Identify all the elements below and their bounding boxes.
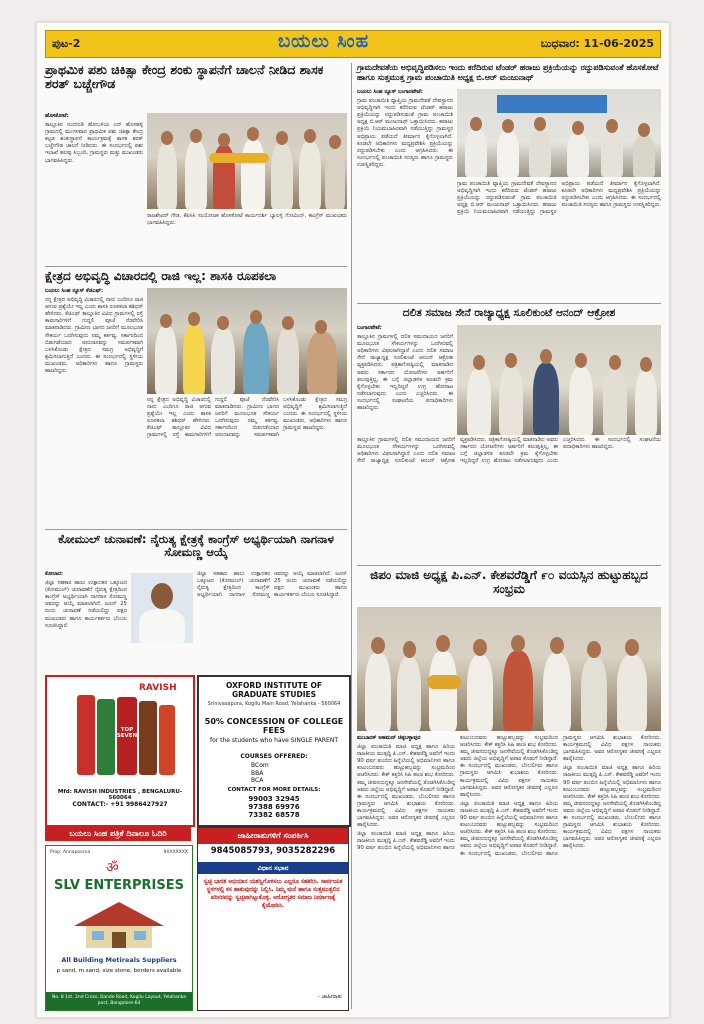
- column-divider: [351, 63, 352, 1009]
- story6-body: [357, 735, 661, 1009]
- slv-prop-right: 9XXXXXXX: [163, 850, 188, 855]
- notice-body: ಸ್ವಚ್ಛ ಭಾರತ ಅಭಿಯಾನ ಯಶಸ್ವಿಗೊಳಿಸಲು ಎಲ್ಲರೂ ಸಹಕರಿಸಿ. ಸಾರ್ವಜನಿಕ ಸ್ಥಳಗಳಲ್ಲಿ ಕಸ ಹಾಕುವುದನ್ನು ನಿಲ್ಲಿಸಿ. ನಿಮ್ಮ ಮನೆ ಹಾಗೂ ಸುತ್ತಮುತ್ತಲಿನ ಪರಿಸರವನ್ನು ಸ್ವಚ್ಛವಾಗಿಟ್ಟುಕೊಳ್ಳಿ. ಆರೋಗ್ಯಕರ ಸಮಾಜ ನಿರ್ಮಾಣಕ್ಕೆ ಕೈಜೋಡಿಸಿ.: [203, 879, 343, 909]
- story1-text: ತಾಲ್ಲೂಕಿನ ನಂದಗುಡಿ ಹೋಬಳಿಯ ಎನ್ ಹೊಸಹಳ್ಳಿ ಗ್ರಾಮದಲ್ಲಿ ಮಂಗಳವಾರ ಪ್ರಾಥಮಿಕ ಪಶು ಚಿಕಿತ್ಸಾ ಕೇಂದ್ರ ಕಟ್ಟಡ ಶಂಕುಸ್ಥಾಪನೆ ಕಾರ್ಯಕ್ರಮಕ್ಕೆ ಶಾಸಕ ಶರತ್ ಬಚ್ಚೇಗೌಡ ಚಾಲನೆ ನೀಡಿದರು. ಈ ಸಂದರ್ಭದಲ್ಲಿ ಪಶು ಇಲಾಖೆ ಹಲವು ಸಿಬ್ಬಂದಿ, ಗ್ರಾಮಸ್ಥರು ಮತ್ತು ಮುಖಂಡರು ಭಾಗವಹಿಸಿದ್ದರು.: [45, 122, 143, 164]
- slv-prop-left: Prop: Annapoorna: [50, 850, 91, 855]
- story5-body: [45, 571, 127, 671]
- phone-number: 97388 69976: [248, 803, 300, 811]
- oxford-offer: 50% CONCESSION OF COLLEGE FEES: [204, 717, 344, 735]
- story6-photo: [357, 607, 661, 731]
- story6-byline: ಮುಬಾರಕ್ ಅಹಮದ್ ಚಿಕ್ಕಬಳ್ಳಾಪುರ: [357, 735, 421, 741]
- course-item: BCA: [251, 777, 264, 784]
- story3-headline: ಗ್ರಾಮದೇವತೆಯ ಅಭಿವೃದ್ಧಿಪಡಿಸಲು ಇಂದು ಕರೆದಿರುವ ಟೆಂಡರ್ ಹರಾಜು ಪ್ರಕ್ರಿಯೆಯನ್ನು ರದ್ದುಪಡಿಸುವಂತೆ ಹೊಸಕೋಟೆ ಹಾಗೂ ಸುತ್ತಮುತ್ತ ಗ್ರಾಮ ಪಂಚಾಯಿತಿ ಅಧ್ಯಕ್ಷ ಬಿ.ಆರ್ ಮಂಜುನಾಥ್: [357, 63, 659, 82]
- story4-headline: ದಲಿತ ಸಮಾಜ ಸೇನೆ ರಾಜ್ಯಾಧ್ಯಕ್ಷ ಸೂಲಿಕುಂಟೆ ಆನಂದ್ ಆಕ್ರೋಶ: [402, 307, 616, 319]
- phone-number: 73382 68578: [248, 811, 300, 819]
- paper-banner: ಬಯಲು ಸಿಂಹ ಪತ್ರಿಕೆ ದಿನಾಲೂ ಓದಿರಿ: [45, 827, 191, 841]
- story2-photo: [147, 288, 347, 394]
- story4-body: [357, 325, 453, 435]
- story3-body: [357, 89, 453, 299]
- phone-number: 99003 32945: [248, 795, 300, 803]
- story6-text-continued: ಜಿಲ್ಲಾ ಪಂಚಾಯಿತಿ ಮಾಜಿ ಅಧ್ಯಕ್ಷ ಹಾಗೂ ಹಿರಿಯ ರಾಜಕೀಯ ಮುತ್ಸದ್ದಿ ಪಿ.ಎನ್. ಕೇಶವರೆಡ್ಡಿ ಅವರಿಗೆ ಇಂದು 90 ವರ್ಷ ತುಂಬಿದ ಹಿನ್ನೆಲೆಯಲ್ಲಿ ಅಭಿಮಾನಿಗಳು ಹಾಗೂ ಕುಟುಂಬದವರು ಹುಟ್ಟುಹಬ್ಬವನ್ನು ಸಂಭ್ರಮದಿಂದ ಆಚರಿಸಿದರು. ಕೇಕ್ ಕತ್ತರಿಸಿ ಸಿಹಿ ಹಂಚಿ ಶುಭ ಕೋರಿದರು. ತಮ್ಮ ಜೀವನದುದ್ದಕ್ಕೂ ಜನಸೇವೆಯಲ್ಲಿ ತೊಡಗಿಸಿಕೊಂಡಿದ್ದ ಅವರು ಜಿಲ್ಲೆಯ ಅಭಿವೃದ್ಧಿಗೆ ಅಪಾರ ಕೊಡುಗೆ ನೀಡಿದ್ದಾರೆ. ಈ ಸಂದರ್ಭದಲ್ಲಿ ಮುಖಂಡರು, ಬೆಂಬಲಿಗರು ಹಾಗೂ ಗ್ರಾಮಸ್ಥರು ಆಗಮಿಸಿ ಶುಭಾಶಯ ಕೋರಿದರು. ಕಾರ್ಯಕ್ರಮದಲ್ಲಿ ವಿವಿಧ ಪಕ್ಷಗಳ ನಾಯಕರು ಭಾಗವಹಿಸಿದ್ದರು. ಅವರ ಆರೋಗ್ಯಕರ ಜೀವನಕ್ಕೆ ಎಲ್ಲರೂ ಹಾರೈಸಿದರು.: [357, 735, 558, 852]
- newspaper-title: ಬಯಲು ಸಿಂಹ: [278, 31, 370, 52]
- course-item: BCom: [251, 762, 269, 769]
- notice-footer: - ಜಾಹೀರಾತು: [317, 994, 342, 1000]
- story3-text: ಗ್ರಾಮ ಪಂಚಾಯಿತಿ ವ್ಯಾಪ್ತಿಯ ಗ್ರಾಮದೇವತೆ ದೇವಸ್ಥಾನದ ಅಭಿವೃದ್ಧಿಗಾಗಿ ಇಂದು ಕರೆದಿರುವ ಟೆಂಡರ್ ಹರಾಜು ಪ್ರಕ್ರಿಯೆಯನ್ನು ರದ್ದುಪಡಿಸುವಂತೆ ಗ್ರಾಮ ಪಂಚಾಯಿತಿ ಅಧ್ಯಕ್ಷ ಬಿ.ಆರ್ ಮಂಜುನಾಥ್ ಒತ್ತಾಯಿಸಿದರು. ಹರಾಜು ಪ್ರಕ್ರಿಯೆ ನಿಯಮಬಾಹಿರವಾಗಿ ನಡೆಯುತ್ತಿದ್ದು ಗ್ರಾಮಸ್ಥರ ಅಭಿಪ್ರಾಯ ಪಡೆಯದೆ ತೀರ್ಮಾನ ಕೈಗೊಳ್ಳಲಾಗಿದೆ. ಕೂಡಲೇ ಅಧಿಕಾರಿಗಳು ಮಧ್ಯಪ್ರವೇಶಿಸಿ ಪ್ರಕ್ರಿಯೆಯನ್ನು ರದ್ದುಪಡಿಸಬೇಕು ಎಂದು ಆಗ್ರಹಿಸಿದರು. ಈ ಸಂದರ್ಭದಲ್ಲಿ ಪಂಚಾಯಿತಿ ಸದಸ್ಯರು ಹಾಗೂ ಗ್ರಾಮಸ್ಥರು ಉಪಸ್ಥಿತರಿದ್ದರು.: [357, 98, 453, 168]
- story4-photo: [457, 325, 661, 435]
- newspaper-page: [36, 22, 670, 1018]
- slv-advertisement: [45, 845, 193, 1011]
- story4-byline: ಬಂಗಾರಪೇಟೆ:: [357, 325, 382, 331]
- story4-continued: ತಾಲ್ಲೂಕಿನ ಗ್ರಾಮಗಳಲ್ಲಿ ದಲಿತ ಸಮುದಾಯದ ಜನರಿಗೆ ಮೂಲಭೂತ ಸೌಕರ್ಯಗಳನ್ನು ಒದಗಿಸುವಲ್ಲಿ ಅಧಿಕಾರಿಗಳು ವಿಫಲರಾಗಿದ್ದಾರೆ ಎಂದು ದಲಿತ ಸಮಾಜ ಸೇನೆ ರಾಜ್ಯಾಧ್ಯಕ್ಷ ಸೂಲಿಕುಂಟೆ ಆನಂದ್ ಆಕ್ರೋಶ ವ್ಯಕ್ತಪಡಿಸಿದರು. ಪತ್ರಿಕಾಗೋಷ್ಠಿಯಲ್ಲಿ ಮಾತನಾಡಿದ ಅವರು ಸರ್ಕಾರದ ಯೋಜನೆಗಳು ಅರ್ಹರಿಗೆ ತಲುಪುತ್ತಿಲ್ಲ, ಈ ಬಗ್ಗೆ ಜಿಲ್ಲಾಡಳಿತ ಕೂಡಲೇ ಕ್ರಮ ಕೈಗೊಳ್ಳಬೇಕು ಇಲ್ಲದಿದ್ದರೆ ಉಗ್ರ ಹೋರಾಟ ನಡೆಸಲಾಗುವುದು ಎಂದು ಎಚ್ಚರಿಸಿದರು. ಈ ಸಂದರ್ಭದಲ್ಲಿ ಸಂಘಟನೆಯ ಪದಾಧಿಕಾರಿಗಳು ಹಾಜರಿದ್ದರು.: [357, 437, 661, 465]
- story1-photo: [147, 113, 347, 209]
- masthead: [45, 30, 661, 58]
- oxford-courses-label: COURSES OFFERED:: [240, 753, 308, 760]
- oxford-courses: [251, 762, 269, 785]
- issue-date: ಬುಧವಾರ: 11-06-2025: [540, 37, 654, 50]
- story1-body: [45, 113, 143, 263]
- story1-headline: ಪ್ರಾಥಮಿಕ ಪಶು ಚಿಕಿತ್ಸಾ ಕೇಂದ್ರ ಶಂಕು ಸ್ಥಾಪನೆಗೆ ಚಾಲನೆ ನೀಡಿದ ಶಾಸಕ ಶರತ್ ಬಚ್ಚೇಗೌಡ: [45, 62, 324, 92]
- story3-continued: ಗ್ರಾಮ ಪಂಚಾಯಿತಿ ವ್ಯಾಪ್ತಿಯ ಗ್ರಾಮದೇವತೆ ದೇವಸ್ಥಾನದ ಅಭಿವೃದ್ಧಿಗಾಗಿ ಇಂದು ಕರೆದಿರುವ ಟೆಂಡರ್ ಹರಾಜು ಪ್ರಕ್ರಿಯೆಯನ್ನು ರದ್ದುಪಡಿಸುವಂತೆ ಗ್ರಾಮ ಪಂಚಾಯಿತಿ ಅಧ್ಯಕ್ಷ ಬಿ.ಆರ್ ಮಂಜುನಾಥ್ ಒತ್ತಾಯಿಸಿದರು. ಹರಾಜು ಪ್ರಕ್ರಿಯೆ ನಿಯಮಬಾಹಿರವಾಗಿ ನಡೆಯುತ್ತಿದ್ದು ಗ್ರಾಮಸ್ಥರ ಅಭಿಪ್ರಾಯ ಪಡೆಯದೆ ತೀರ್ಮಾನ ಕೈಗೊಳ್ಳಲಾಗಿದೆ. ಕೂಡಲೇ ಅಧಿಕಾರಿಗಳು ಮಧ್ಯಪ್ರವೇಶಿಸಿ ಪ್ರಕ್ರಿಯೆಯನ್ನು ರದ್ದುಪಡಿಸಬೇಕು ಎಂದು ಆಗ್ರಹಿಸಿದರು. ಈ ಸಂದರ್ಭದಲ್ಲಿ ಪಂಚಾಯಿತಿ ಸದಸ್ಯರು ಹಾಗೂ ಗ್ರಾಮಸ್ಥರು ಉಪಸ್ಥಿತರಿದ್ದರು.: [457, 181, 661, 216]
- separator: [45, 529, 347, 530]
- notice-title: ವಿಧಾನ ಸಭಾವ: [198, 862, 348, 874]
- slv-address: No. 8 1st. 2nd Cross, Bande Road, Kogilu Layout, Yelahanka post, Bangalore-64: [46, 992, 192, 1010]
- ravish-mfd: Mfd: RAVISH INDUSTRIES , BENGALURU-560064: [57, 789, 183, 801]
- story6-text-continued: ಜಿಲ್ಲಾ ಪಂಚಾಯಿತಿ ಮಾಜಿ ಅಧ್ಯಕ್ಷ ಹಾಗೂ ಹಿರಿಯ ರಾಜಕೀಯ ಮುತ್ಸದ್ದಿ ಪಿ.ಎನ್. ಕೇಶವರೆಡ್ಡಿ ಅವರಿಗೆ ಇಂದು 90 ವರ್ಷ ತುಂಬಿದ ಹಿನ್ನೆಲೆಯಲ್ಲಿ ಅಭಿಮಾನಿಗಳು ಹಾಗೂ ಕುಟುಂಬದವರು ಹುಟ್ಟುಹಬ್ಬವನ್ನು ಸಂಭ್ರಮದಿಂದ ಆಚರಿಸಿದರು. ಕೇಕ್ ಕತ್ತರಿಸಿ ಸಿಹಿ ಹಂಚಿ ಶುಭ ಕೋರಿದರು. ತಮ್ಮ ಜೀವನದುದ್ದಕ್ಕೂ ಜನಸೇವೆಯಲ್ಲಿ ತೊಡಗಿಸಿಕೊಂಡಿದ್ದ ಅವರು ಜಿಲ್ಲೆಯ ಅಭಿವೃದ್ಧಿಗೆ ಅಪಾರ ಕೊಡುಗೆ ನೀಡಿದ್ದಾರೆ. ಈ ಸಂದರ್ಭದಲ್ಲಿ ಮುಖಂಡರು, ಬೆಂಬಲಿಗರು ಹಾಗೂ ಗ್ರಾಮಸ್ಥರು ಆಗಮಿಸಿ ಶುಭಾಶಯ ಕೋರಿದರು. ಕಾರ್ಯಕ್ರಮದಲ್ಲಿ ವಿವಿಧ ಪಕ್ಷಗಳ ನಾಯಕರು ಭಾಗವಹಿಸಿದ್ದರು. ಅವರ ಆರೋಗ್ಯಕರ ಜೀವನಕ್ಕೆ ಎಲ್ಲರೂ ಹಾರೈಸಿದರು.: [563, 765, 661, 850]
- oxford-address: Srinivasapura, Kogilu Main Road, Yelahanka - 560064: [207, 701, 341, 707]
- classified-phone: 9845085793, 9035282296: [210, 846, 336, 856]
- oxford-contact-label: CONTACT FOR MORE DETAILS:: [227, 787, 321, 793]
- story3-photo: [457, 89, 661, 177]
- page-number: ಪುಟ-2: [52, 37, 81, 50]
- story1-caption: ರಾಜಶೇಖರ್ ಗೌಡ, ಕೆಪಿಸಿಸಿ ಸಂಯೋಜಕ ಹೊಸಕೋಟೆ ಕಾರ್ಯದರ್ಶಿ ಬ್ಯಾಲಳ್ಳಿ ಗೋವಿಂದ್, ಕಾಂಗ್ರೆಸ್ ಮುಖಂಡರು ಭಾಗವಹಿಸಿದ್ದರು.: [147, 213, 347, 227]
- story5-portrait: [131, 573, 193, 643]
- story5-continued: ಜಿಲ್ಲಾ ಸಹಕಾರ ಹಾಲು ಉತ್ಪಾದಕರ ಒಕ್ಕೂಟದ (ಕೋಮುಲ್) ಚುನಾವಣೆಗೆ ನೈರುತ್ಯ ಕ್ಷೇತ್ರದಿಂದ ಕಾಂಗ್ರೆಸ್ ಅಭ್ಯರ್ಥಿಯಾಗಿ ನಾಗನಾಳ ಸೋಮಣ್ಣ ಅವರನ್ನು ಆಯ್ಕೆ ಮಾಡಲಾಗಿದೆ. ಜೂನ್ 25 ರಂದು ಚುನಾವಣೆ ನಡೆಯಲಿದ್ದು ಪಕ್ಷದ ಮುಖಂಡರು ಹಾಗೂ ಕಾರ್ಯಕರ್ತರು ಬೆಂಬಲ ಸೂಚಿಸಿದ್ದಾರೆ.: [197, 571, 347, 599]
- story6-text-continued: ಜಿಲ್ಲಾ ಪಂಚಾಯಿತಿ ಮಾಜಿ ಅಧ್ಯಕ್ಷ ಹಾಗೂ ಹಿರಿಯ ರಾಜಕೀಯ ಮುತ್ಸದ್ದಿ ಪಿ.ಎನ್. ಕೇಶವರೆಡ್ಡಿ ಅವರಿಗೆ ಇಂದು 90 ವರ್ಷ ತುಂಬಿದ ಹಿನ್ನೆಲೆಯಲ್ಲಿ ಅಭಿಮಾನಿಗಳು ಹಾಗೂ ಕುಟುಂಬದವರು ಹುಟ್ಟುಹಬ್ಬವನ್ನು ಸಂಭ್ರಮದಿಂದ ಆಚರಿಸಿದರು. ಕೇಕ್ ಕತ್ತರಿಸಿ ಸಿಹಿ ಹಂಚಿ ಶುಭ ಕೋರಿದರು. ತಮ್ಮ ಜೀವನದುದ್ದಕ್ಕೂ ಜನಸೇವೆಯಲ್ಲಿ ತೊಡಗಿಸಿಕೊಂಡಿದ್ದ ಅವರು ಜಿಲ್ಲೆಯ ಅಭಿವೃದ್ಧಿಗೆ ಅಪಾರ ಕೊಡುಗೆ ನೀಡಿದ್ದಾರೆ. ಈ ಸಂದರ್ಭದಲ್ಲಿ ಮುಖಂಡರು, ಬೆಂಬಲಿಗರು ಹಾಗೂ ಗ್ರಾಮಸ್ಥರು ಆಗಮಿಸಿ ಶುಭಾಶಯ ಕೋರಿದರು. ಕಾರ್ಯಕ್ರಮದಲ್ಲಿ ವಿವಿಧ ಪಕ್ಷಗಳ ನಾಯಕರು ಭಾಗವಹಿಸಿದ್ದರು. ಅವರ ಆರೋಗ್ಯಕರ ಜೀವನಕ್ಕೆ ಎಲ್ಲರೂ ಹಾರೈಸಿದರು.: [460, 735, 661, 857]
- story2-headline: ಕ್ಷೇತ್ರದ ಅಭಿವೃದ್ಧಿ ವಿಚಾರದಲ್ಲಿ ರಾಜಿ ಇಲ್ಲ: ಶಾಸಕಿ ರೂಪಕಲಾ: [45, 269, 277, 283]
- story4-text: ತಾಲ್ಲೂಕಿನ ಗ್ರಾಮಗಳಲ್ಲಿ ದಲಿತ ಸಮುದಾಯದ ಜನರಿಗೆ ಮೂಲಭೂತ ಸೌಕರ್ಯಗಳನ್ನು ಒದಗಿಸುವಲ್ಲಿ ಅಧಿಕಾರಿಗಳು ವಿಫಲರಾಗಿದ್ದಾರೆ ಎಂದು ದಲಿತ ಸಮಾಜ ಸೇನೆ ರಾಜ್ಯಾಧ್ಯಕ್ಷ ಸೂಲಿಕುಂಟೆ ಆನಂದ್ ಆಕ್ರೋಶ ವ್ಯಕ್ತಪಡಿಸಿದರು. ಪತ್ರಿಕಾಗೋಷ್ಠಿಯಲ್ಲಿ ಮಾತನಾಡಿದ ಅವರು ಸರ್ಕಾರದ ಯೋಜನೆಗಳು ಅರ್ಹರಿಗೆ ತಲುಪುತ್ತಿಲ್ಲ, ಈ ಬಗ್ಗೆ ಜಿಲ್ಲಾಡಳಿತ ಕೂಡಲೇ ಕ್ರಮ ಕೈಗೊಳ್ಳಬೇಕು ಇಲ್ಲದಿದ್ದರೆ ಉಗ್ರ ಹೋರಾಟ ನಡೆಸಲಾಗುವುದು ಎಂದು ಎಚ್ಚರಿಸಿದರು. ಈ ಸಂದರ್ಭದಲ್ಲಿ ಸಂಘಟನೆಯ ಪದಾಧಿಕಾರಿಗಳು ಹಾಜರಿದ್ದರು.: [357, 334, 453, 412]
- separator: [357, 303, 661, 304]
- story1-byline: ಹೊಸಕೋಟೆ:: [45, 113, 69, 119]
- classified-header: ಜಾಹೀರಾತುಗಳಿಗೆ ಸಂಪರ್ಕಿಸಿ: [198, 828, 348, 844]
- separator: [357, 565, 661, 566]
- oxford-phones: [203, 795, 345, 819]
- ravish-contact: CONTACT:- +91 9986427927: [72, 801, 168, 808]
- story3-byline: ಬಯಲು ಸಿಂಹ ನ್ಯೂಸ್ ಬಂಗಾರಪೇಟೆ:: [357, 89, 423, 95]
- ravish-brand: RAVISH: [139, 683, 177, 693]
- story5-text: ಜಿಲ್ಲಾ ಸಹಕಾರ ಹಾಲು ಉತ್ಪಾದಕರ ಒಕ್ಕೂಟದ (ಕೋಮುಲ್) ಚುನಾವಣೆಗೆ ನೈರುತ್ಯ ಕ್ಷೇತ್ರದಿಂದ ಕಾಂಗ್ರೆಸ್ ಅಭ್ಯರ್ಥಿಯಾಗಿ ನಾಗನಾಳ ಸೋಮಣ್ಣ ಅವರನ್ನು ಆಯ್ಕೆ ಮಾಡಲಾಗಿದೆ. ಜೂನ್ 25 ರಂದು ಚುನಾವಣೆ ನಡೆಯಲಿದ್ದು ಪಕ್ಷದ ಮುಖಂಡರು ಹಾಗೂ ಕಾರ್ಯಕರ್ತರು ಬೆಂಬಲ ಸೂಚಿಸಿದ್ದಾರೆ.: [45, 580, 127, 629]
- house-icon: [64, 898, 174, 950]
- om-icon: ॐ: [106, 860, 119, 876]
- story2-text: ನನ್ನ ಕ್ಷೇತ್ರದ ಅಭಿವೃದ್ಧಿ ವಿಚಾರದಲ್ಲಿ ನಾನು ಎಂದಿಗೂ ರಾಜಿ ಆಗುವ ಪ್ರಶ್ನೆಯೇ ಇಲ್ಲ ಎಂದು ಶಾಸಕಿ ರೂಪಕಲಾ ಶಶಿಧರ್ ಹೇಳಿದರು. ಕೆಜಿಎಫ್ ತಾಲ್ಲೂಕಿನ ವಿವಿಧ ಗ್ರಾಮಗಳಲ್ಲಿ ರಸ್ತೆ ಕಾಮಗಾರಿಗಳಿಗೆ ಗುದ್ದಲಿ ಪೂಜೆ ನೆರವೇರಿಸಿ ಮಾತನಾಡಿದರು. ಗ್ರಾಮೀಣ ಭಾಗದ ಜನರಿಗೆ ಮೂಲಭೂತ ಸೌಕರ್ಯ ಒದಗಿಸುವುದು ನಮ್ಮ ಕರ್ತವ್ಯ. ಸರ್ಕಾರದಿಂದ ಬಿಡುಗಡೆಯಾದ ಅನುದಾನವನ್ನು ಸಮರ್ಪಕವಾಗಿ ಬಳಸಿಕೊಂಡು ಕ್ಷೇತ್ರದ ಸಮಗ್ರ ಅಭಿವೃದ್ಧಿಗೆ ಶ್ರಮಿಸಲಾಗುತ್ತಿದೆ ಎಂದರು. ಈ ಸಂದರ್ಭದಲ್ಲಿ ಸ್ಥಳೀಯ ಮುಖಂಡರು, ಅಧಿಕಾರಿಗಳು ಹಾಗೂ ಗ್ರಾಮಸ್ಥರು ಹಾಜರಿದ್ದರು.: [45, 297, 143, 375]
- story2-body: [45, 288, 143, 526]
- separator: [45, 266, 347, 267]
- classified-advertisement: [197, 827, 349, 1011]
- course-item: BBA: [251, 769, 264, 777]
- story2-continued: ನನ್ನ ಕ್ಷೇತ್ರದ ಅಭಿವೃದ್ಧಿ ವಿಚಾರದಲ್ಲಿ ನಾನು ಎಂದಿಗೂ ರಾಜಿ ಆಗುವ ಪ್ರಶ್ನೆಯೇ ಇಲ್ಲ ಎಂದು ಶಾಸಕಿ ರೂಪಕಲಾ ಶಶಿಧರ್ ಹೇಳಿದರು. ಕೆಜಿಎಫ್ ತಾಲ್ಲೂಕಿನ ವಿವಿಧ ಗ್ರಾಮಗಳಲ್ಲಿ ರಸ್ತೆ ಕಾಮಗಾರಿಗಳಿಗೆ ಗುದ್ದಲಿ ಪೂಜೆ ನೆರವೇರಿಸಿ ಮಾತನಾಡಿದರು. ಗ್ರಾಮೀಣ ಭಾಗದ ಜನರಿಗೆ ಮೂಲಭೂತ ಸೌಕರ್ಯ ಒದಗಿಸುವುದು ನಮ್ಮ ಕರ್ತವ್ಯ. ಸರ್ಕಾರದಿಂದ ಬಿಡುಗಡೆಯಾದ ಅನುದಾನವನ್ನು ಸಮರ್ಪಕವಾಗಿ ಬಳಸಿಕೊಂಡು ಕ್ಷೇತ್ರದ ಸಮಗ್ರ ಅಭಿವೃದ್ಧಿಗೆ ಶ್ರಮಿಸಲಾಗುತ್ತಿದೆ ಎಂದರು. ಈ ಸಂದರ್ಭದಲ್ಲಿ ಸ್ಥಳೀಯ ಮುಖಂಡರು, ಅಧಿಕಾರಿಗಳು ಹಾಗೂ ಗ್ರಾಮಸ್ಥರು ಹಾಜರಿದ್ದರು.: [147, 397, 347, 439]
- oxford-advertisement: [197, 675, 351, 827]
- oxford-title: OXFORD INSTITUTE OF GRADUATE STUDIES: [226, 681, 322, 699]
- slv-name: SLV ENTERPRISES: [54, 878, 184, 893]
- slv-items: p sand, m sand, size stone, borders available: [56, 968, 182, 974]
- ravish-product: TOP SEVEN: [116, 727, 138, 739]
- story2-byline: ಬಯಲು ಸಿಂಹ ನ್ಯೂಸ್ ಕೆಜಿಎಫ್:: [45, 288, 104, 294]
- story6-headline: ಜಿಪಂ ಮಾಜಿ ಅಧ್ಯಕ್ಷ ಪಿ.ಎನ್. ಕೇಶವರೆಡ್ಡಿಗೆ ೯೦ ವಯಸ್ಸಿನ ಹುಟ್ಟುಹಬ್ಬದ ಸಂಭ್ರಮ: [370, 568, 648, 596]
- story5-byline: ಕೋಲಾರ:: [45, 571, 64, 577]
- oxford-offer-sub: for the students who have SINGLE PARENT: [209, 737, 338, 744]
- story5-headline: ಕೋಮುಲ್ ಚುನಾವಣೆ: ನೈರುತ್ಯ ಕ್ಷೇತ್ರಕ್ಕೆ ಕಾಂಗ್ರೆಸ್ ಅಭ್ಯರ್ಥಿಯಾಗಿ ನಾಗನಾಳ ಸೋಮಣ್ಣ ಆಯ್ಕೆ: [58, 532, 334, 560]
- slv-tagline: All Building Metireals Suppliers: [61, 956, 177, 964]
- ravish-advertisement: [45, 675, 195, 827]
- story6-text: ಜಿಲ್ಲಾ ಪಂಚಾಯಿತಿ ಮಾಜಿ ಅಧ್ಯಕ್ಷ ಹಾಗೂ ಹಿರಿಯ ರಾಜಕೀಯ ಮುತ್ಸದ್ದಿ ಪಿ.ಎನ್. ಕೇಶವರೆಡ್ಡಿ ಅವರಿಗೆ ಇಂದು 90 ವರ್ಷ ತುಂಬಿದ ಹಿನ್ನೆಲೆಯಲ್ಲಿ ಅಭಿಮಾನಿಗಳು ಹಾಗೂ ಕುಟುಂಬದವರು ಹುಟ್ಟುಹಬ್ಬವನ್ನು ಸಂಭ್ರಮದಿಂದ ಆಚರಿಸಿದರು. ಕೇಕ್ ಕತ್ತರಿಸಿ ಸಿಹಿ ಹಂಚಿ ಶುಭ ಕೋರಿದರು. ತಮ್ಮ ಜೀವನದುದ್ದಕ್ಕೂ ಜನಸೇವೆಯಲ್ಲಿ ತೊಡಗಿಸಿಕೊಂಡಿದ್ದ ಅವರು ಜಿಲ್ಲೆಯ ಅಭಿವೃದ್ಧಿಗೆ ಅಪಾರ ಕೊಡುಗೆ ನೀಡಿದ್ದಾರೆ. ಈ ಸಂದರ್ಭದಲ್ಲಿ ಮುಖಂಡರು, ಬೆಂಬಲಿಗರು ಹಾಗೂ ಗ್ರಾಮಸ್ಥರು ಆಗಮಿಸಿ ಶುಭಾಶಯ ಕೋರಿದರು. ಕಾರ್ಯಕ್ರಮದಲ್ಲಿ ವಿವಿಧ ಪಕ್ಷಗಳ ನಾಯಕರು ಭಾಗವಹಿಸಿದ್ದರು. ಅವರ ಆರೋಗ್ಯಕರ ಜೀವನಕ್ಕೆ ಎಲ್ಲರೂ ಹಾರೈಸಿದರು.: [357, 744, 455, 829]
